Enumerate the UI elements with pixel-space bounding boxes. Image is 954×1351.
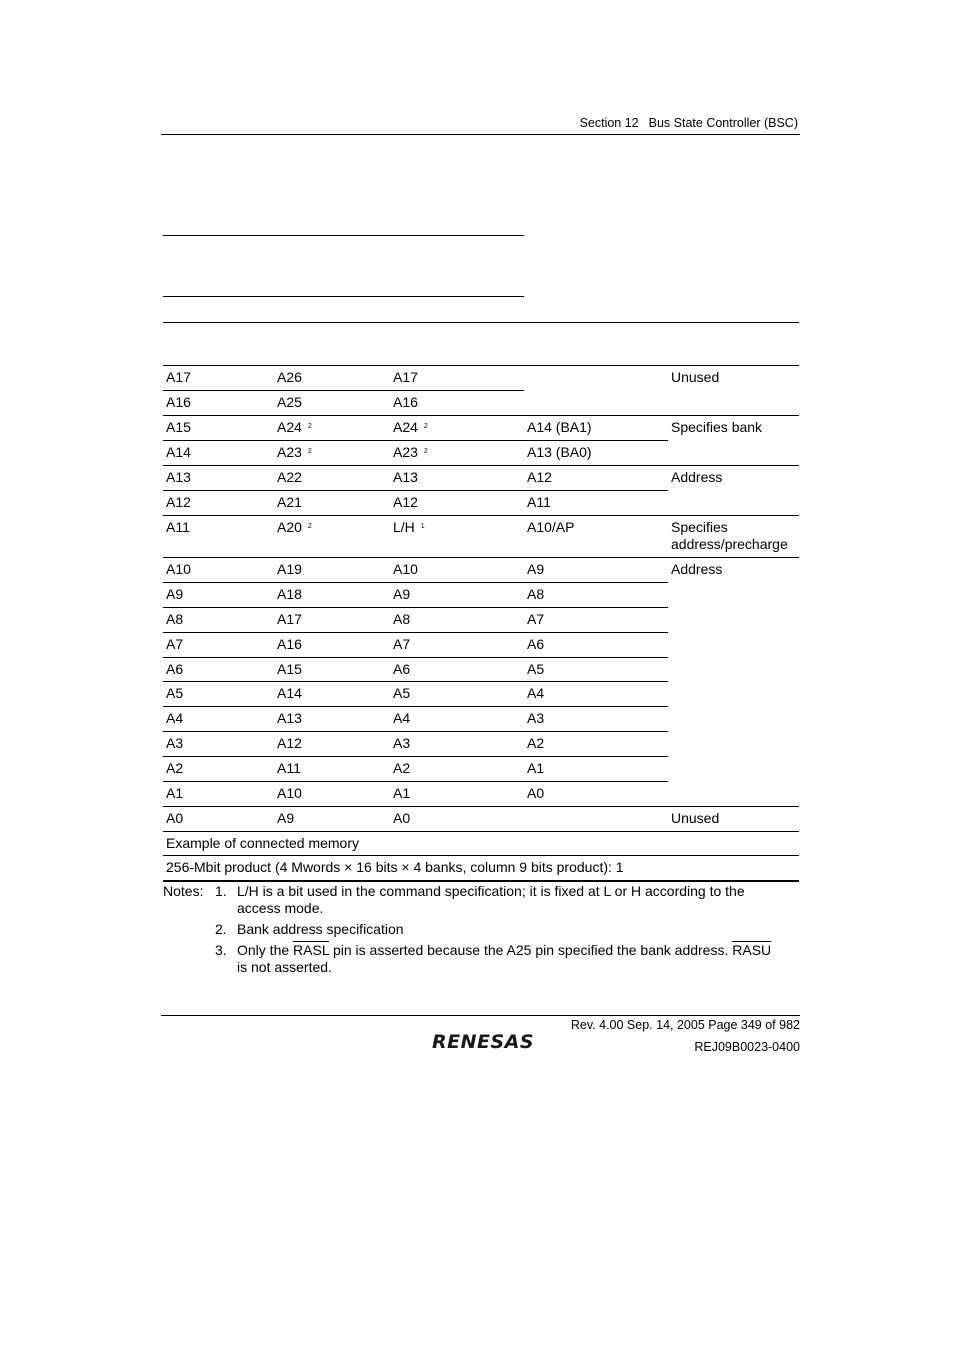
cell-col3 <box>393 810 416 830</box>
cell-col3-text: A3 <box>393 735 411 751</box>
cell-col4: A10/AP <box>527 519 575 535</box>
cell-col2 <box>277 785 308 805</box>
cell-col3 <box>393 369 424 389</box>
cell-col3-footnote: 2 <box>423 448 428 455</box>
note-2-text: Bank address specification <box>237 921 404 937</box>
cell-col3-text: A24 <box>393 419 418 435</box>
cell-col4: A5 <box>527 661 545 677</box>
cell-col2 <box>277 636 308 656</box>
cell-col4: A8 <box>527 586 545 602</box>
cell-col2-text: A17 <box>277 611 302 627</box>
cell-col3-text: A5 <box>393 685 411 701</box>
table-rule <box>163 855 799 856</box>
cell-col2-text: A10 <box>277 785 302 801</box>
cell-col1: A1 <box>166 785 184 801</box>
cell-col2-footnote: 2 <box>307 523 312 530</box>
cell-col2-text: A16 <box>277 636 302 652</box>
table-rule <box>163 831 799 832</box>
cell-col1: A14 <box>166 444 191 460</box>
note-3-text-b: pin is asserted because the A25 pin specified the bank address. <box>329 942 733 958</box>
cell-col2 <box>277 444 312 464</box>
renesas-logo <box>424 1030 542 1057</box>
table-rule <box>163 557 799 558</box>
table-rule <box>163 731 668 732</box>
cell-col1: A2 <box>166 760 184 776</box>
cell-col1: A15 <box>166 419 191 435</box>
table-rule <box>163 681 668 682</box>
cell-col4: A13 (BA0) <box>527 444 592 460</box>
cell-col4: A0 <box>527 785 545 801</box>
table-rule <box>163 365 799 366</box>
cell-col3 <box>393 444 428 464</box>
cell-col3-text: A0 <box>393 810 411 826</box>
cell-col3-text: A6 <box>393 661 411 677</box>
cell-col2-text: A20 <box>277 519 302 535</box>
cell-col3-text: A9 <box>393 586 411 602</box>
cell-col1: A0 <box>166 810 184 826</box>
cell-col2-footnote: 2 <box>307 448 312 455</box>
cell-col3-footnote: 1 <box>420 523 425 530</box>
cell-col2-text: A19 <box>277 561 302 577</box>
cell-col5: Address <box>671 561 723 577</box>
cell-col2 <box>277 519 312 539</box>
cell-col3-text: A13 <box>393 469 418 485</box>
cell-col1: A9 <box>166 586 184 602</box>
cell-col3 <box>393 735 416 755</box>
cell-col2-text: A12 <box>277 735 302 751</box>
cell-col3 <box>393 760 416 780</box>
table-rule <box>163 440 668 441</box>
section-title: Bus State Controller (BSC) <box>648 116 798 130</box>
cell-col3-text: A7 <box>393 636 411 652</box>
table-rule <box>163 756 668 757</box>
cell-col2 <box>277 685 308 705</box>
table-rule <box>163 515 799 516</box>
cell-col3-text: L/H <box>393 519 415 535</box>
cell-col2-text: A14 <box>277 685 302 701</box>
section-number: Section 12 <box>579 116 639 130</box>
note-3-rasu: RASU <box>732 942 772 958</box>
cell-col2 <box>277 394 308 414</box>
table-rule <box>163 781 668 782</box>
cell-col3 <box>393 636 416 656</box>
note-1-line-1: L/H is a bit used in the command specification; it is fixed at L or H according to the <box>237 883 745 899</box>
cell-col3 <box>393 469 424 489</box>
cell-col4: A12 <box>527 469 552 485</box>
note-3-text-a: Only the <box>237 942 294 958</box>
cell-col3-text: A1 <box>393 785 411 801</box>
cell-col3 <box>393 419 428 439</box>
table-rule <box>163 632 668 633</box>
cell-col2-text: A13 <box>277 710 302 726</box>
note-3-rasl: RASL <box>293 942 330 958</box>
cell-col1: A13 <box>166 469 191 485</box>
cell-col3-text: A8 <box>393 611 411 627</box>
cell-col2-text: A9 <box>277 810 295 826</box>
example-label: Example of connected memory <box>166 835 359 851</box>
cell-col3-text: A10 <box>393 561 418 577</box>
cell-col1: A17 <box>166 369 191 385</box>
footer-doc-number: REJ09B0023-0400 <box>694 1040 800 1054</box>
cell-col5: Unused <box>671 369 720 385</box>
cell-col2-footnote: 2 <box>307 423 312 430</box>
note-1-line-2: access mode. <box>237 900 324 916</box>
cell-col4: A14 (BA1) <box>527 419 592 435</box>
table-rule <box>163 415 799 416</box>
footer-revision: Rev. 4.00 Sep. 14, 2005 Page 349 of 982 <box>570 1018 800 1032</box>
note-3-line-1 <box>237 942 771 959</box>
table-rule <box>163 465 799 466</box>
note-2-number: 2. <box>215 921 227 937</box>
table-head-rule-3 <box>163 322 799 323</box>
cell-col3 <box>393 561 424 581</box>
cell-col5: Unused <box>671 810 720 826</box>
cell-col4: A4 <box>527 685 545 701</box>
cell-col3 <box>393 394 424 414</box>
table-rule <box>163 706 668 707</box>
cell-col3-text: A12 <box>393 494 418 510</box>
cell-col2 <box>277 760 307 780</box>
cell-col5: Address <box>671 469 723 485</box>
table-rule <box>163 607 668 608</box>
cell-col3-text: A2 <box>393 760 411 776</box>
cell-col2-text: A21 <box>277 494 302 510</box>
cell-col3-text: A17 <box>393 369 418 385</box>
cell-col4: A2 <box>527 735 545 751</box>
cell-col4: A1 <box>527 760 545 776</box>
cell-col3 <box>393 519 425 539</box>
cell-col4: A7 <box>527 611 545 627</box>
cell-col3 <box>393 661 416 681</box>
cell-col3 <box>393 611 416 631</box>
table-rule <box>163 880 799 882</box>
table-head-rule-1 <box>163 235 524 236</box>
cell-col4: A6 <box>527 636 545 652</box>
cell-col2 <box>277 561 308 581</box>
cell-col2-text: A22 <box>277 469 302 485</box>
cell-col2 <box>277 494 308 514</box>
header-rule <box>161 134 800 135</box>
cell-col1: A16 <box>166 394 191 410</box>
cell-col1: A11 <box>166 519 190 535</box>
cell-col2 <box>277 469 308 489</box>
note-3-number: 3. <box>215 942 227 958</box>
cell-col2 <box>277 710 308 730</box>
cell-col2-text: A25 <box>277 394 302 410</box>
table-rule <box>163 490 668 491</box>
cell-col2 <box>277 735 308 755</box>
table-head-rule-2 <box>163 296 524 297</box>
renesas-logo-mark <box>424 1030 542 1052</box>
cell-col5: Specifies <box>671 519 728 535</box>
cell-col1: A3 <box>166 735 184 751</box>
notes-label: Notes: <box>163 883 204 899</box>
cell-col3 <box>393 710 416 730</box>
cell-col2-text: A18 <box>277 586 302 602</box>
cell-col3-footnote: 2 <box>423 423 428 430</box>
cell-col1: A4 <box>166 710 184 726</box>
cell-col2 <box>277 810 300 830</box>
table-rule <box>163 390 524 391</box>
cell-col3-text: A4 <box>393 710 411 726</box>
cell-col4: A3 <box>527 710 545 726</box>
cell-col2-text: A26 <box>277 369 302 385</box>
cell-col1: A7 <box>166 636 184 652</box>
cell-col1: A6 <box>166 661 184 677</box>
cell-col5-line2: address/precharge <box>671 536 788 552</box>
cell-col1: A12 <box>166 494 191 510</box>
svg-text:RENESAS: RENESAS <box>431 1031 535 1052</box>
cell-col3-text: A16 <box>393 394 418 410</box>
note-1-number: 1. <box>215 883 227 899</box>
cell-col3 <box>393 685 416 705</box>
note-3-line-2: is not asserted. <box>237 959 332 975</box>
cell-col2-text: A15 <box>277 661 302 677</box>
cell-col3 <box>393 586 416 606</box>
cell-col3 <box>393 494 424 514</box>
table-rule <box>163 582 668 583</box>
cell-col2-text: A23 <box>277 444 302 460</box>
cell-col2 <box>277 586 308 606</box>
example-product: 256-Mbit product (4 Mwords × 16 bits × 4 banks, column 9 bits product): 1 <box>166 859 624 875</box>
table-rule <box>163 806 799 807</box>
cell-col1: A10 <box>166 561 191 577</box>
cell-col3 <box>393 785 416 805</box>
cell-col1: A8 <box>166 611 184 627</box>
cell-col4: A9 <box>527 561 545 577</box>
cell-col1: A5 <box>166 685 184 701</box>
cell-col2 <box>277 611 308 631</box>
footer-rule <box>161 1015 800 1016</box>
cell-col2 <box>277 419 312 439</box>
cell-col4: A11 <box>527 494 551 510</box>
cell-col2-text: A11 <box>277 760 301 776</box>
table-rule <box>163 657 668 658</box>
cell-col3-text: A23 <box>393 444 418 460</box>
cell-col2 <box>277 369 308 389</box>
cell-col5: Specifies bank <box>671 419 763 435</box>
page-header <box>580 116 798 130</box>
cell-col2 <box>277 661 308 681</box>
cell-col2-text: A24 <box>277 419 302 435</box>
